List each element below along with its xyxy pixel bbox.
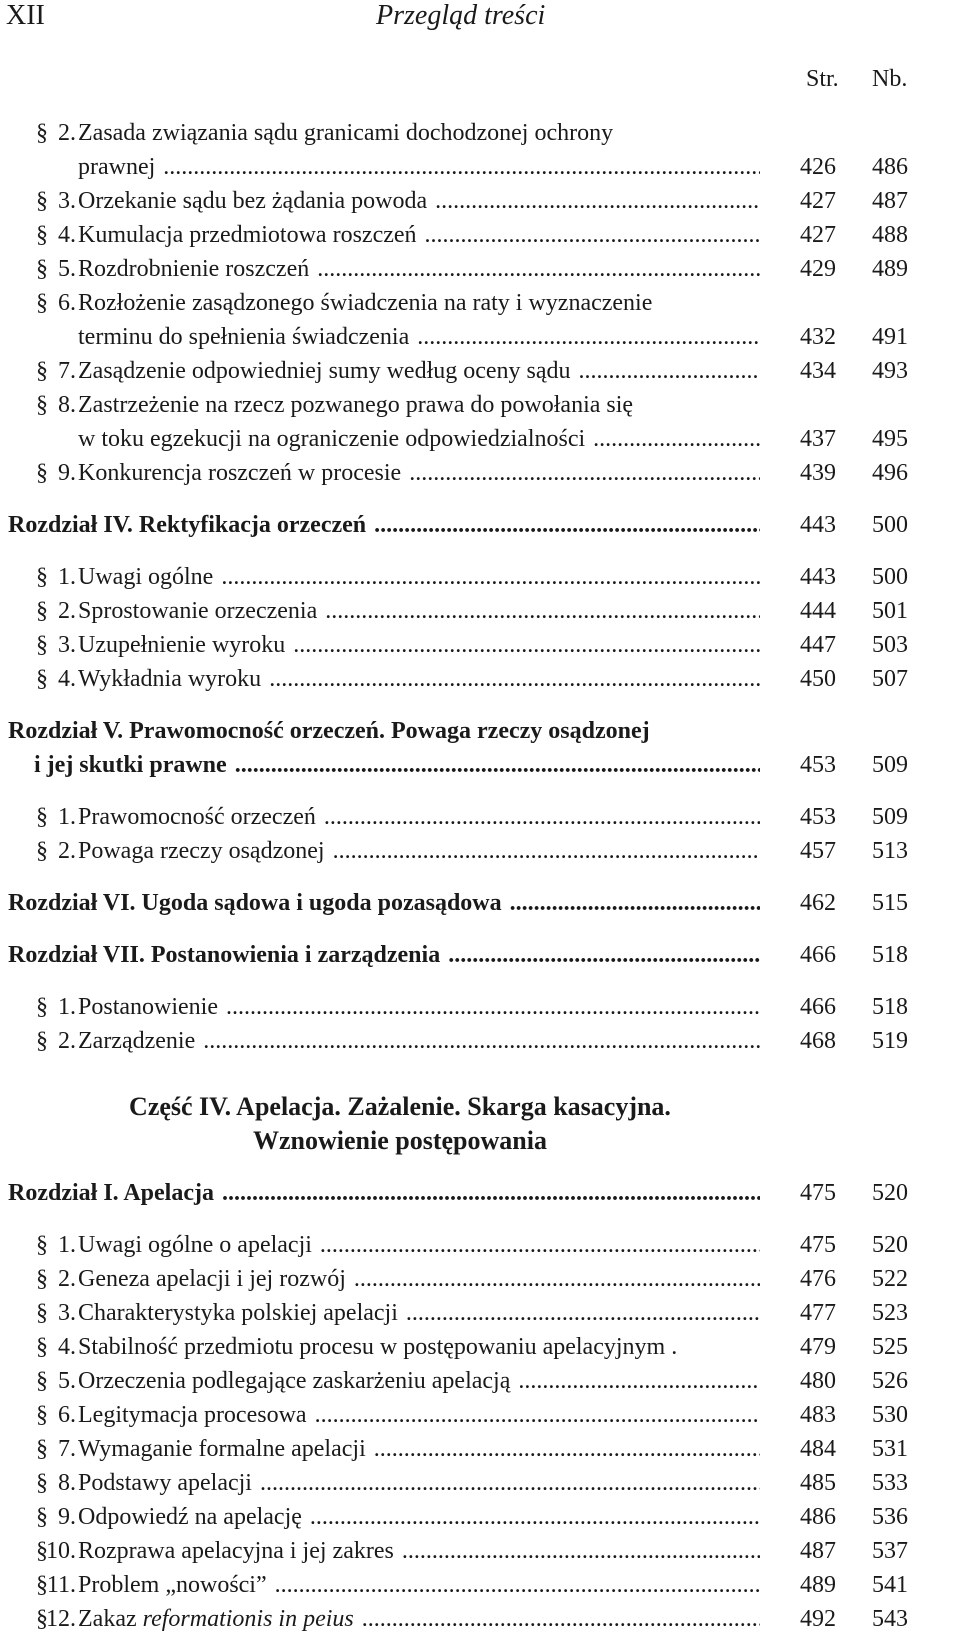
entry-title — [78, 116, 760, 150]
entry-title — [8, 1176, 760, 1210]
page-nb: 513 — [872, 838, 908, 864]
page-str: 475 — [800, 1180, 836, 1206]
section-sign-icon: § — [36, 1606, 48, 1632]
entry-title-text: Wykładnia wyroku — [78, 666, 262, 692]
entry-number: 3. — [58, 1300, 76, 1326]
section-sign-icon: § — [36, 290, 48, 316]
page-nb: 507 — [872, 666, 908, 692]
section-sign-icon: § — [36, 1300, 48, 1326]
entry-title-text: Stabilność przedmiotu procesu w postępowaniu apelacyjnym . — [78, 1334, 678, 1360]
section-sign-icon: § — [36, 666, 48, 692]
entry-title — [78, 594, 760, 628]
toc-row[interactable] — [0, 1534, 960, 1568]
page-str: 450 — [800, 666, 836, 692]
page-nb: 518 — [872, 994, 908, 1020]
page-str: 443 — [800, 564, 836, 590]
entry-title — [78, 1534, 760, 1568]
column-header-nb: Nb. — [872, 66, 908, 92]
page-str: 477 — [800, 1300, 836, 1326]
entry-number: 5. — [58, 256, 76, 282]
toc-row[interactable] — [0, 456, 960, 490]
entry-title — [78, 1296, 760, 1330]
page-str: 453 — [800, 752, 836, 778]
entry-title-text: Orzekanie sądu bez żądania powoda — [78, 188, 428, 214]
column-header-str: Str. — [806, 66, 839, 92]
toc-row[interactable] — [0, 834, 960, 868]
entry-title — [34, 748, 760, 782]
page-nb: 509 — [872, 804, 908, 830]
entry-number: 3. — [58, 188, 76, 214]
page-nb: 500 — [872, 564, 908, 590]
entry-title-text: Prawomocność orzeczeń — [78, 804, 316, 830]
entry-title — [78, 422, 760, 456]
page-str: 429 — [800, 256, 836, 282]
entry-number: 8. — [58, 1470, 76, 1496]
section-sign-icon: § — [36, 1232, 48, 1258]
entry-title — [8, 714, 760, 748]
page-nb: 526 — [872, 1368, 908, 1394]
page-nb: 536 — [872, 1504, 908, 1530]
page-str: 468 — [800, 1028, 836, 1054]
page-nb: 530 — [872, 1402, 908, 1428]
section-sign-icon: § — [36, 1028, 48, 1054]
entry-number: 4. — [58, 1334, 76, 1360]
toc-row[interactable] — [0, 116, 960, 150]
entry-title — [78, 1262, 760, 1296]
entry-number: 1. — [58, 1232, 76, 1258]
spacer — [0, 696, 960, 714]
section-sign-icon: § — [36, 1572, 48, 1598]
toc-row[interactable] — [0, 714, 960, 748]
page-nb: 518 — [872, 942, 908, 968]
entry-title-text: Zakaz reformationis in peius — [78, 1606, 354, 1632]
entry-title — [78, 1466, 760, 1500]
toc-row[interactable] — [0, 1176, 960, 1210]
page-nb: 503 — [872, 632, 908, 658]
page-nb: 487 — [872, 188, 908, 214]
entry-title — [78, 252, 760, 286]
toc-row[interactable] — [0, 748, 960, 782]
entry-number: 1. — [58, 994, 76, 1020]
entry-title-text: Wymaganie formalne apelacji — [78, 1436, 366, 1462]
entry-title — [78, 150, 760, 184]
spacer — [0, 1058, 960, 1090]
toc-row[interactable] — [0, 1024, 960, 1058]
page-str: 487 — [800, 1538, 836, 1564]
toc-row[interactable] — [0, 1432, 960, 1466]
toc-row[interactable] — [0, 1330, 960, 1364]
entry-title — [78, 456, 760, 490]
section-sign-icon: § — [36, 222, 48, 248]
entry-title — [78, 834, 760, 868]
entry-title — [78, 286, 760, 320]
entry-title-text: Zasądzenie odpowiedniej sumy według oceny sądu — [78, 358, 571, 384]
entry-title-text: Rozdział I. Apelacja — [8, 1180, 214, 1206]
page-nb: 496 — [872, 460, 908, 486]
page-nb: 537 — [872, 1538, 908, 1564]
entry-title — [78, 184, 760, 218]
page-str: 486 — [800, 1504, 836, 1530]
entry-number: 1. — [58, 564, 76, 590]
entry-title-text: Powaga rzeczy osądzonej — [78, 838, 325, 864]
entry-title-text: Rozprawa apelacyjna i jej zakres — [78, 1538, 394, 1564]
toc-row[interactable] — [0, 990, 960, 1024]
entry-title — [78, 1330, 760, 1364]
entry-title-text: Rozdział IV. Rektyfikacja orzeczeń — [8, 512, 367, 538]
section-sign-icon: § — [36, 598, 48, 624]
section-sign-icon: § — [36, 994, 48, 1020]
page-str: 492 — [800, 1606, 836, 1632]
toc-row[interactable] — [0, 1568, 960, 1602]
page-nb: 515 — [872, 890, 908, 916]
page-nb: 488 — [872, 222, 908, 248]
entry-number: 4. — [58, 222, 76, 248]
entry-title — [78, 354, 760, 388]
spacer — [0, 868, 960, 886]
section-sign-icon: § — [36, 120, 48, 146]
page-nb: 500 — [872, 512, 908, 538]
toc-row[interactable] — [0, 886, 960, 920]
table-of-contents — [0, 116, 960, 1636]
entry-title-text: Uzupełnienie wyroku — [78, 632, 286, 658]
entry-title-text: Rozdrobnienie roszczeń — [78, 256, 310, 282]
entry-title-text: Geneza apelacji i jej rozwój — [78, 1266, 346, 1292]
entry-title-text: Zastrzeżenie na rzecz pozwanego prawa do powołania się — [78, 392, 634, 418]
page-number: XII — [6, 0, 45, 31]
entry-title — [78, 388, 760, 422]
entry-number: 9. — [58, 460, 76, 486]
spacer — [0, 542, 960, 560]
toc-row[interactable] — [0, 388, 960, 422]
entry-title — [78, 1432, 760, 1466]
toc-row[interactable] — [0, 1262, 960, 1296]
entry-title — [78, 320, 760, 354]
page-str: 476 — [800, 1266, 836, 1292]
page-str: 457 — [800, 838, 836, 864]
page-str: 489 — [800, 1572, 836, 1598]
entry-title-text: w toku egzekucji na ograniczenie odpowiedzialności — [78, 426, 586, 452]
section-sign-icon: § — [36, 1402, 48, 1428]
section-sign-icon: § — [36, 1538, 48, 1564]
page-str: 432 — [800, 324, 836, 350]
toc-row[interactable] — [0, 354, 960, 388]
spacer — [0, 972, 960, 990]
entry-title-text: prawnej — [78, 154, 156, 180]
toc-row[interactable] — [0, 1500, 960, 1534]
page-str: 443 — [800, 512, 836, 538]
entry-number: 8. — [58, 392, 76, 418]
page-str: 447 — [800, 632, 836, 658]
section-sign-icon: § — [36, 1504, 48, 1530]
entry-number: 12. — [46, 1606, 76, 1632]
page-str: 466 — [800, 994, 836, 1020]
toc-row[interactable] — [0, 218, 960, 252]
entry-title-text: Zarządzenie — [78, 1028, 196, 1054]
entry-title — [78, 1364, 760, 1398]
spacer — [0, 490, 960, 508]
page-str: 475 — [800, 1232, 836, 1258]
section-sign-icon: § — [36, 358, 48, 384]
entry-title — [78, 1602, 760, 1636]
toc-row[interactable] — [0, 628, 960, 662]
page-str: 483 — [800, 1402, 836, 1428]
entry-title-text: terminu do spełnienia świadczenia — [78, 324, 410, 350]
section-sign-icon: § — [36, 564, 48, 590]
page-str: 437 — [800, 426, 836, 452]
entry-number: 6. — [58, 1402, 76, 1428]
page-nb: 519 — [872, 1028, 908, 1054]
section-sign-icon: § — [36, 632, 48, 658]
section-sign-icon: § — [36, 838, 48, 864]
entry-number: 2. — [58, 598, 76, 624]
entry-title-text: Postanowienie — [78, 994, 218, 1020]
entry-title — [78, 1398, 760, 1432]
section-sign-icon: § — [36, 1334, 48, 1360]
toc-row[interactable] — [0, 150, 960, 184]
section-sign-icon: § — [36, 1470, 48, 1496]
toc-row[interactable] — [0, 938, 960, 972]
page-nb: 543 — [872, 1606, 908, 1632]
entry-title-text: Uwagi ogólne — [78, 564, 214, 590]
entry-title — [8, 886, 760, 920]
toc-row[interactable] — [0, 800, 960, 834]
section-sign-icon: § — [36, 392, 48, 418]
entry-title-text: Legitymacja procesowa — [78, 1402, 307, 1428]
page-nb: 531 — [872, 1436, 908, 1462]
entry-number: 5. — [58, 1368, 76, 1394]
toc-row[interactable] — [0, 1296, 960, 1330]
page-nb: 520 — [872, 1232, 908, 1258]
page-nb: 522 — [872, 1266, 908, 1292]
part-heading: Wznowienie postępowania — [253, 1126, 547, 1155]
page-str: 466 — [800, 942, 836, 968]
page-str: 462 — [800, 890, 836, 916]
entry-title-text: i jej skutki prawne — [34, 752, 227, 778]
entry-title — [78, 628, 760, 662]
toc-row[interactable] — [0, 1466, 960, 1500]
section-sign-icon: § — [36, 804, 48, 830]
toc-row[interactable] — [0, 252, 960, 286]
toc-row[interactable] — [0, 320, 960, 354]
entry-number: 9. — [58, 1504, 76, 1530]
entry-title — [8, 508, 760, 542]
toc-row[interactable] — [0, 1364, 960, 1398]
entry-title-text: Charakterystyka polskiej apelacji — [78, 1300, 398, 1326]
toc-row[interactable] — [0, 184, 960, 218]
entry-number: 2. — [58, 1028, 76, 1054]
entry-title-text: Kumulacja przedmiotowa roszczeń — [78, 222, 417, 248]
page-nb: 541 — [872, 1572, 908, 1598]
entry-title-text: Uwagi ogólne o apelacji — [78, 1232, 312, 1258]
entry-title — [78, 662, 760, 696]
entry-title — [78, 1568, 760, 1602]
entry-title — [78, 560, 760, 594]
page-str: 427 — [800, 222, 836, 248]
entry-number: 10. — [46, 1538, 76, 1564]
page-nb: 493 — [872, 358, 908, 384]
entry-title-text: Konkurencja roszczeń w procesie — [78, 460, 402, 486]
entry-title-text: Zasada związania sądu granicami dochodzonej ochrony — [78, 120, 614, 146]
page-nb: 495 — [872, 426, 908, 452]
entry-title — [78, 218, 760, 252]
entry-title — [78, 1500, 760, 1534]
running-title: Przegląd treści — [376, 0, 546, 31]
part-heading: Część IV. Apelacja. Zażalenie. Skarga kasacyjna. — [129, 1092, 671, 1121]
page-str: 427 — [800, 188, 836, 214]
toc-row[interactable] — [0, 560, 960, 594]
entry-title-text: Podstawy apelacji — [78, 1470, 252, 1496]
toc-row[interactable] — [0, 594, 960, 628]
entry-title-text: Odpowiedź na apelację — [78, 1504, 302, 1530]
entry-number: 7. — [58, 1436, 76, 1462]
toc-row[interactable] — [0, 508, 960, 542]
entry-number: 2. — [58, 1266, 76, 1292]
toc-row[interactable] — [0, 1398, 960, 1432]
page-nb: 523 — [872, 1300, 908, 1326]
entry-title-text: Problem „nowości” — [78, 1572, 267, 1598]
section-sign-icon: § — [36, 460, 48, 486]
page-nb: 486 — [872, 154, 908, 180]
section-sign-icon: § — [36, 1436, 48, 1462]
page-nb: 489 — [872, 256, 908, 282]
page-str: 439 — [800, 460, 836, 486]
entry-title-text: Rozdział V. Prawomocność orzeczeń. Powaga rzeczy osądzonej — [8, 718, 650, 744]
page-str: 485 — [800, 1470, 836, 1496]
spacer — [0, 782, 960, 800]
entry-title — [8, 938, 760, 972]
page-nb: 491 — [872, 324, 908, 350]
page-str: 426 — [800, 154, 836, 180]
section-sign-icon: § — [36, 1266, 48, 1292]
entry-number: 4. — [58, 666, 76, 692]
toc-row[interactable] — [0, 422, 960, 456]
page-str: 444 — [800, 598, 836, 624]
section-sign-icon: § — [36, 1368, 48, 1394]
entry-number: 7. — [58, 358, 76, 384]
toc-row[interactable] — [0, 1602, 960, 1636]
entry-title — [78, 1024, 760, 1058]
entry-title-text: Rozdział VI. Ugoda sądowa i ugoda pozasądowa — [8, 890, 502, 916]
page-nb: 525 — [872, 1334, 908, 1360]
entry-number: 6. — [58, 290, 76, 316]
page-nb: 509 — [872, 752, 908, 778]
entry-title — [78, 800, 760, 834]
toc-row[interactable] — [0, 1228, 960, 1262]
page-str: 480 — [800, 1368, 836, 1394]
entry-number: 2. — [58, 838, 76, 864]
entry-title-text: Rozłożenie zasądzonego świadczenia na raty i wyznaczenie — [78, 290, 653, 316]
section-sign-icon: § — [36, 256, 48, 282]
entry-number: 11. — [46, 1572, 76, 1598]
section-sign-icon: § — [36, 188, 48, 214]
page-nb: 520 — [872, 1180, 908, 1206]
page-nb: 533 — [872, 1470, 908, 1496]
spacer — [0, 1210, 960, 1228]
toc-row[interactable] — [0, 286, 960, 320]
entry-number: 1. — [58, 804, 76, 830]
entry-title — [78, 990, 760, 1024]
page-str: 479 — [800, 1334, 836, 1360]
entry-title — [78, 1228, 760, 1262]
page-str: 453 — [800, 804, 836, 830]
entry-title-text: Orzeczenia podlegające zaskarżeniu apelacją — [78, 1368, 511, 1394]
page-nb: 501 — [872, 598, 908, 624]
entry-number: 3. — [58, 632, 76, 658]
page-str: 484 — [800, 1436, 836, 1462]
spacer — [0, 920, 960, 938]
page-str: 434 — [800, 358, 836, 384]
toc-row[interactable] — [0, 662, 960, 696]
entry-title-text: Sprostowanie orzeczenia — [78, 598, 318, 624]
entry-number: 2. — [58, 120, 76, 146]
spacer — [0, 1158, 960, 1176]
entry-title-text: Rozdział VII. Postanowienia i zarządzenia — [8, 942, 441, 968]
entry-title-italic: reformationis in peius — [142, 1606, 354, 1632]
